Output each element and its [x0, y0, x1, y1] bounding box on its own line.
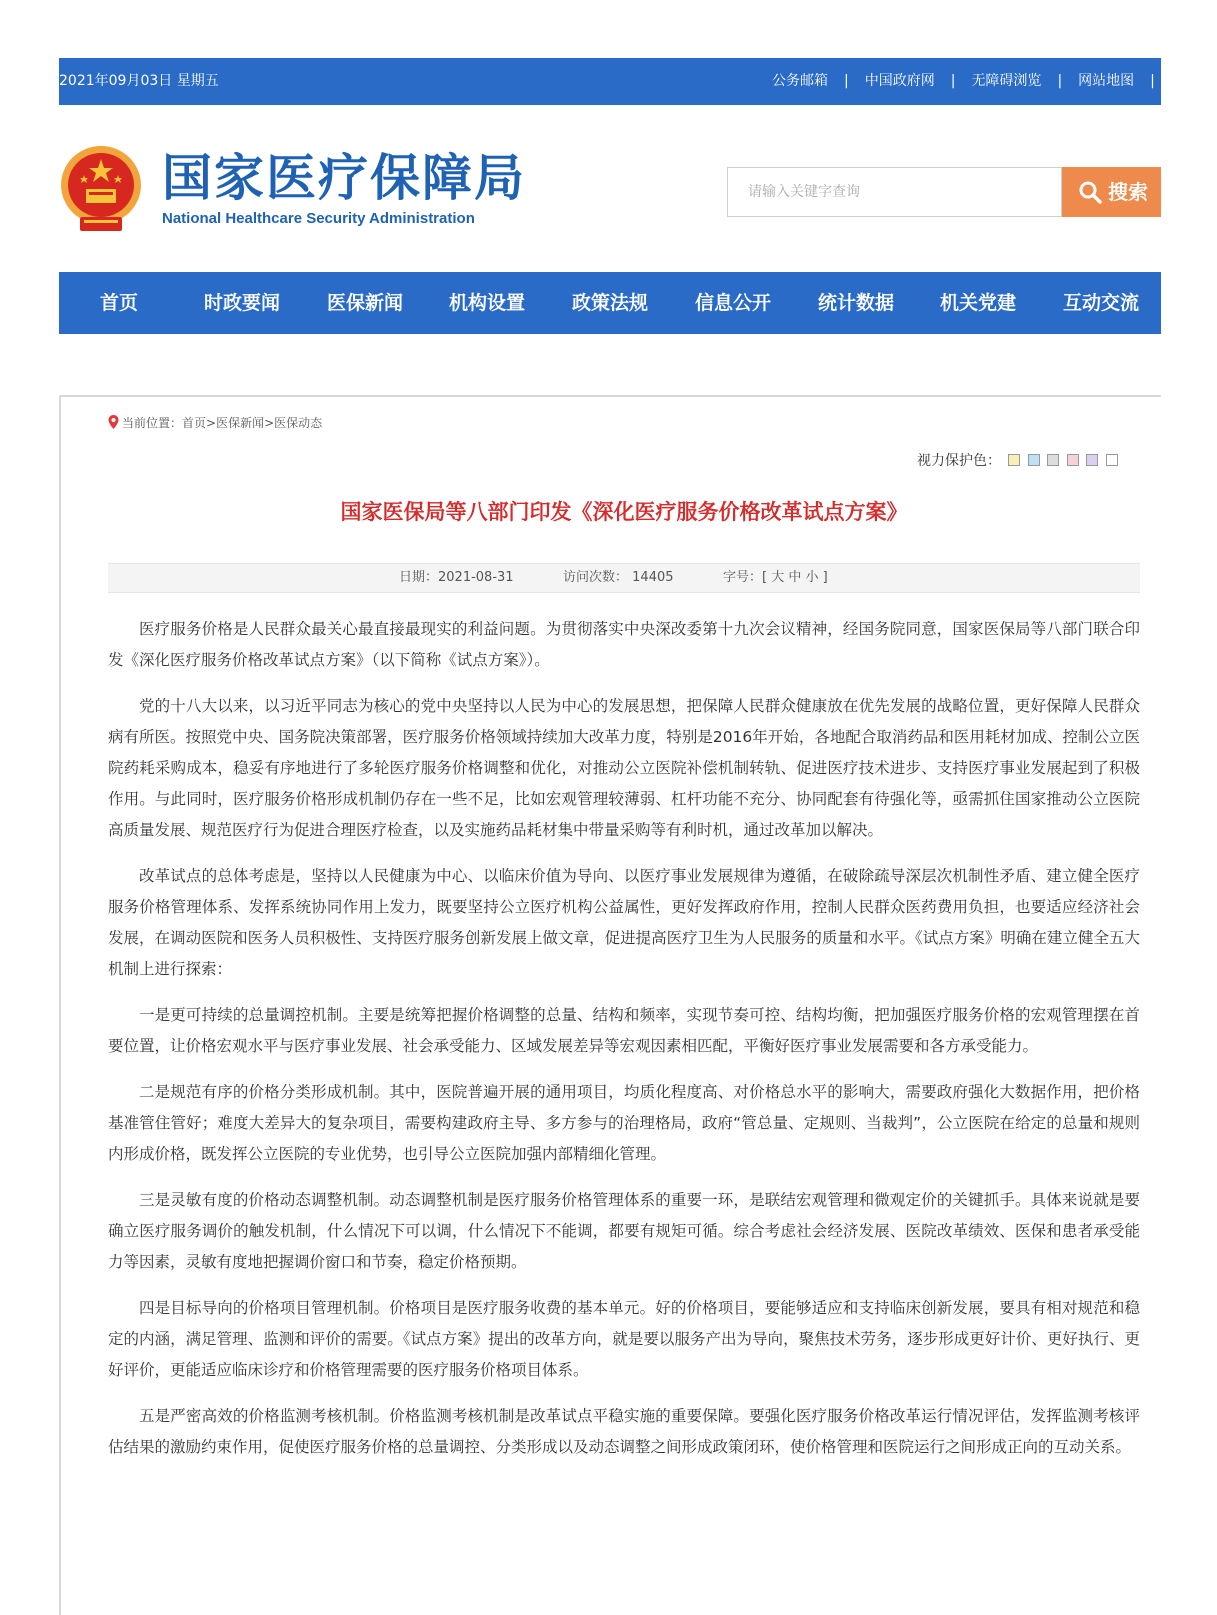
visit-count-value: 14405 [632, 570, 674, 585]
article-paragraph: 医疗服务价格是人民群众最关心最直接最现实的利益问题。为贯彻落实中央深改委第十九次会议精神，经国务院同意，国家医保局等八部门联合印发《深化医疗服务价格改革试点方案》（以下简称《试点方案》）。 [108, 620, 1140, 669]
link-mail[interactable]: 公务邮箱 [772, 73, 828, 89]
color-swatch-pink[interactable] [1067, 454, 1079, 466]
breadcrumb-path[interactable]: 首页>医保新闻>医保动态 [182, 416, 323, 430]
national-emblem-icon[interactable] [58, 145, 144, 235]
link-accessibility[interactable]: 无障碍浏览 [971, 73, 1042, 89]
agency-name-cn[interactable]: 国家医疗保障局 [162, 148, 526, 207]
breadcrumb-label: 当前位置： [122, 416, 183, 430]
nav-statistics[interactable]: 统计数据 [818, 292, 895, 314]
nav-organization[interactable]: 机构设置 [449, 292, 526, 314]
article-paragraph: 一是更可持续的总量调控机制。主要是统筹把握价格调整的总量、结构和频率，实现节奏可控、结构均衡，把加强医疗服务价格的宏观管理摆在首要位置，让价格宏观水平与医疗事业发展、社会承受能力、区域发展差异等宏观因素相匹配，平衡好医疗事业发展需要和各方承受能力。 [108, 1006, 1140, 1055]
color-swatch-blue[interactable] [1028, 454, 1040, 466]
eye-protection-colors [917, 451, 1118, 471]
article-paragraph: 改革试点的总体考虑是，坚持以人民健康为中心、以临床价值为导向、以医疗事业发展规律为遵循，在破除疏导深层次机制性矛盾、建立健全医疗服务价格管理体系、发挥系统协同作用上发力，既要坚持公立医疗机构公益属性，更好发挥政府作用，控制人民群众医药费用负担，也要适应经济社会发展，在调动医院和医务人员积极性、支持医疗服务创新发展上做文章，促进提高医疗卫生为人民服务的质量和水平。《试点方案》明确在建立健全五大机制上进行探索： [108, 867, 1140, 978]
nav-medical-insurance-news[interactable]: 医保新闻 [327, 292, 404, 314]
article-paragraph: 党的十八大以来，以习近平同志为核心的党中央坚持以人民为中心的发展思想，把保障人民群众健康放在优先发展的战略位置，更好保障人民群众病有所医。按照党中央、国务院决策部署，医疗服务价格领域持续加大改革力度，特别是2016年开始，各地配合取消药品和医用耗材加成、控制公立医院药耗采购成本，稳妥有序地进行了多轮医疗服务价格调整和优化，对推动公立医院补偿机制转轨、促进医疗技术进步、支持医疗事业发展起到了积极作用。与此同时，医疗服务价格形成机制仍存在一些不足，比如宏观管理较薄弱、杠杆功能不充分、协同配套有待强化等，亟需抓住国家推动公立医院高质量发展、规范医疗行为促进合理医疗检查，以及实施药品耗材集中带量采购等有利时机，通过改革加以解决。 [108, 697, 1140, 839]
current-date: 2021年09月03日 星期五 [59, 73, 219, 89]
nav-home[interactable]: 首页 [100, 292, 139, 314]
nav-current-affairs[interactable]: 时政要闻 [204, 292, 281, 314]
search-input[interactable] [727, 167, 1062, 217]
nav-information-disclosure[interactable]: 信息公开 [695, 292, 772, 314]
breadcrumb [108, 414, 322, 432]
article-meta [108, 563, 1140, 593]
article-body [108, 614, 1140, 1478]
nav-policies-regulations[interactable]: 政策法规 [572, 292, 649, 314]
utility-links [772, 58, 1199, 105]
main-nav [59, 272, 1161, 334]
publish-date: 日期：2021-08-31 [399, 570, 514, 585]
visit-count [563, 564, 674, 592]
color-swatch-purple[interactable] [1086, 454, 1098, 466]
link-sitemap[interactable]: 网站地图 [1078, 73, 1135, 89]
visit-count-label: 访问次数： [563, 570, 629, 585]
article-paragraph: 三是灵敏有度的价格动态调整机制。动态调整机制是医疗服务价格管理体系的重要一环，是联结宏观管理和微观定价的关键抓手。具体来说就是要确立医疗服务调价的触发机制，什么情况下可以调，什么情况下不能调，都要有规矩可循。综合考虑社会经济发展、医院改革绩效、医保和患者承受能力等因素，灵敏有度地把握调价窗口和节奏，稳定价格预期。 [108, 1191, 1140, 1271]
search-button[interactable] [1062, 167, 1161, 217]
agency-name-en[interactable]: National Healthcare Security Administration [162, 210, 475, 227]
separator: | [1150, 73, 1155, 89]
nav-party-building[interactable]: 机关党建 [940, 292, 1017, 314]
color-swatch-yellow[interactable] [1008, 454, 1020, 466]
font-size-control[interactable]: 字号：[ 大 中 小 ] [723, 570, 828, 585]
top-utility-bar [59, 58, 1199, 105]
location-pin-icon [108, 415, 119, 429]
separator: | [950, 73, 956, 89]
article-paragraph: 五是严密高效的价格监测考核机制。价格监测考核机制是改革试点平稳实施的重要保障。要强化医疗服务价格改革运行情况评估，发挥监测考核评估结果的激励约束作用，促使医疗服务价格的总量调控、分类形成以及动态调整之间形成政策闭环，使价格管理和医院运行之间形成正向的互动关系。 [108, 1407, 1140, 1456]
article-paragraph: 四是目标导向的价格项目管理机制。价格项目是医疗服务收费的基本单元。好的价格项目，要能够适应和支持临床创新发展，要具有相对规范和稳定的内涵，满足管理、监测和评价的需要。《试点方案》提出的改革方向，就是要以服务产出为导向，聚焦技术劳务，逐步形成更好计价、更好执行、更好评价，更能适应临床诊疗和价格管理需要的医疗服务价格项目体系。 [108, 1299, 1140, 1379]
link-share[interactable]: 分享 [1170, 73, 1199, 89]
search-icon [1078, 180, 1102, 204]
separator: | [844, 73, 849, 89]
nav-interaction[interactable]: 互动交流 [1063, 292, 1140, 314]
color-swatch-gray[interactable] [1047, 454, 1059, 466]
article-title: 国家医保局等八部门印发《深化医疗服务价格改革试点方案》 [340, 500, 908, 524]
color-swatch-white[interactable] [1106, 454, 1118, 466]
search-button-label: 搜索 [1108, 180, 1148, 204]
separator: | [1057, 73, 1063, 89]
article-paragraph: 二是规范有序的价格分类形成机制。其中，医院普遍开展的通用项目，均质化程度高、对价格总水平的影响大，需要政府强化大数据作用，把价格基准管住管好；难度大差异大的复杂项目，需要构建政府主导、多方参与的治理格局，政府“管总量、定规则、当裁判”，公立医院在给定的总量和规则内形成价格，既发挥公立医院的专业优势，也引导公立医院加强内部精细化管理。 [108, 1083, 1140, 1163]
eye-protection-label: 视力保护色： [917, 453, 1001, 469]
link-gov-portal[interactable]: 中国政府网 [864, 73, 935, 89]
site-search [727, 167, 1161, 219]
